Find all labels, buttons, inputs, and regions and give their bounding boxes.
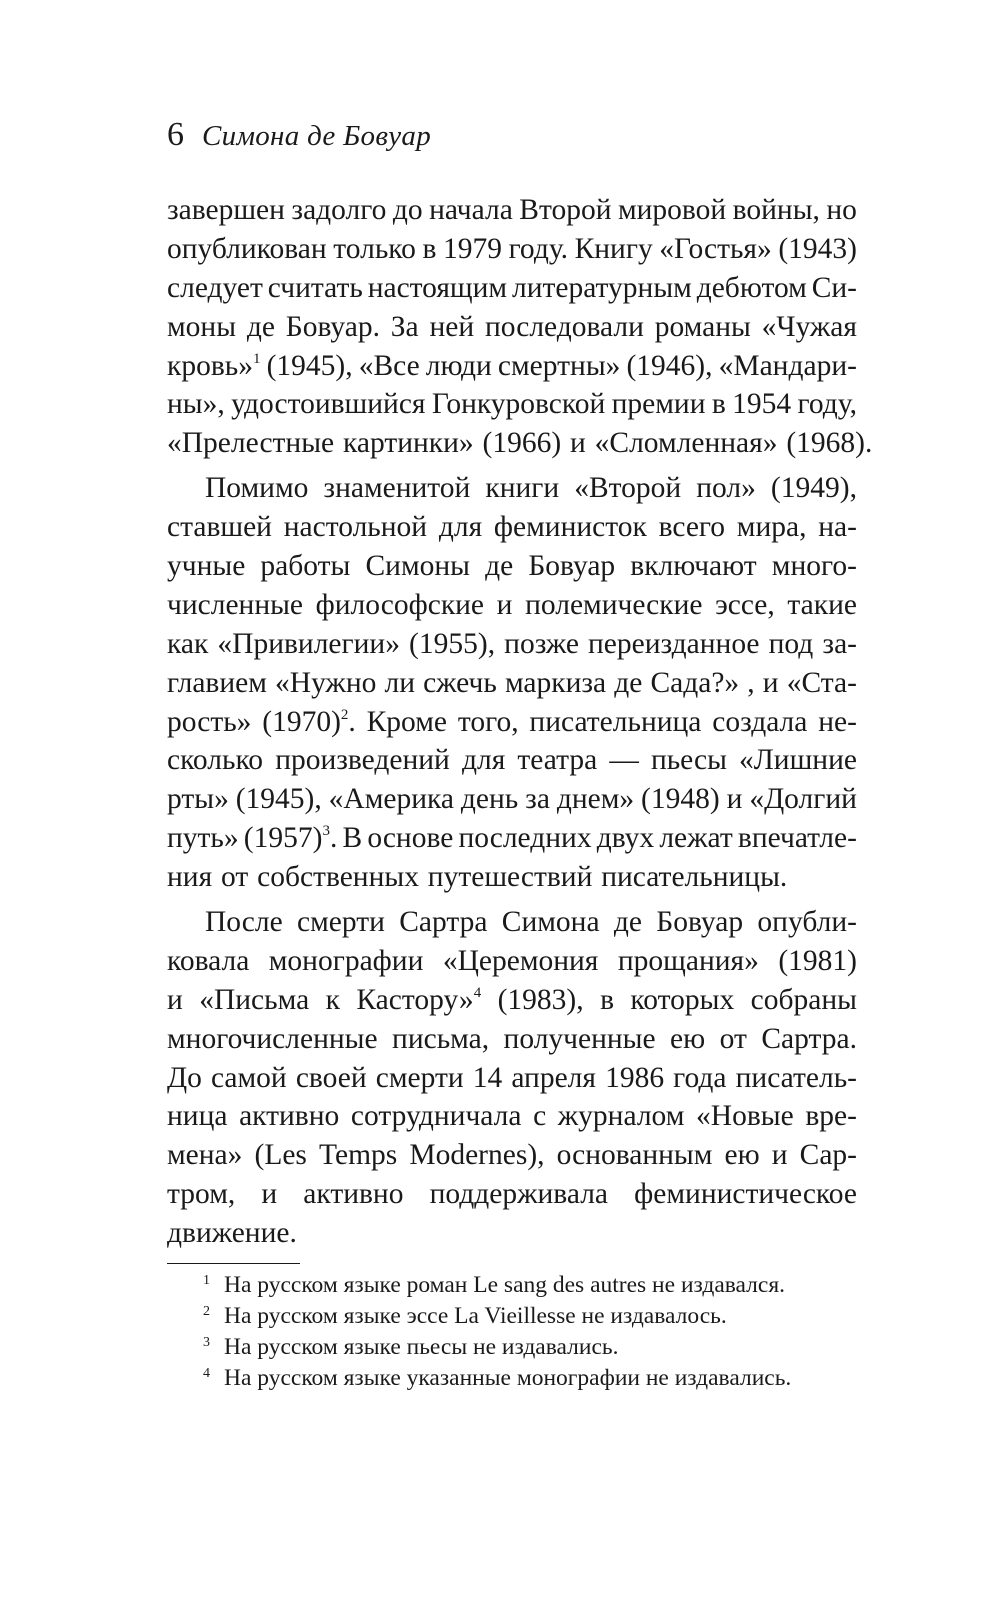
- word: Сар-: [799, 1139, 857, 1172]
- word: письма,: [392, 1022, 490, 1055]
- word: удостоившийся: [231, 388, 426, 421]
- word: ,: [747, 666, 755, 699]
- word: 14: [472, 1061, 503, 1094]
- word: путь»: [167, 822, 239, 855]
- footnote-text: На русском языке роман Le sang des autres не издавался.: [224, 1272, 786, 1298]
- word: опубли-: [757, 906, 857, 939]
- text-line: [167, 903, 857, 942]
- word: задолго: [291, 194, 387, 226]
- word: смерти: [297, 906, 385, 939]
- word: «Лишние: [739, 744, 857, 777]
- footnote-text: На русском языке эссе La Vieillesse не издавалось.: [224, 1303, 727, 1329]
- word: настоящим: [367, 271, 508, 304]
- word: с: [533, 1100, 547, 1133]
- word: самой: [210, 1061, 287, 1094]
- word: Книгу: [574, 232, 653, 265]
- word: романы: [654, 310, 751, 343]
- text-line: [167, 469, 857, 508]
- word: ния: [167, 861, 213, 894]
- word: Си-: [811, 271, 857, 304]
- text-line: [167, 1214, 857, 1253]
- word: премии: [611, 388, 706, 421]
- word: «Сломленная»: [594, 427, 778, 460]
- word: которых: [630, 983, 735, 1016]
- word: Кроме: [366, 705, 448, 738]
- word: и: [496, 588, 513, 621]
- word: как: [167, 627, 209, 660]
- word: включают: [630, 550, 757, 583]
- text-line: [167, 664, 857, 703]
- footnote: [167, 1332, 857, 1363]
- word: и: [261, 1178, 278, 1211]
- word: только: [333, 232, 416, 265]
- footnote: [167, 1270, 857, 1301]
- word: Temps: [319, 1139, 398, 1172]
- word: рость»: [167, 705, 252, 738]
- word: Бовуар: [656, 906, 744, 939]
- word: работы: [260, 550, 351, 583]
- word: ница: [167, 1100, 228, 1133]
- word: Бовуар.: [285, 310, 380, 343]
- word: писательница: [529, 705, 702, 738]
- word: «Новые: [696, 1100, 794, 1133]
- word: «Чужая: [761, 310, 857, 343]
- word: монографии: [268, 944, 424, 977]
- word: ковала: [167, 944, 250, 977]
- word: переизданное: [588, 627, 760, 660]
- word: всего: [658, 511, 726, 544]
- paragraph: [167, 903, 857, 1253]
- running-head: [167, 116, 431, 160]
- word: 1979: [442, 232, 502, 265]
- text-line: [167, 269, 857, 308]
- text-line: [167, 858, 857, 897]
- word: позже: [504, 627, 579, 660]
- word: активно: [303, 1178, 404, 1211]
- word: настольной: [283, 511, 428, 544]
- word: собраны: [750, 983, 857, 1016]
- word: мена»: [167, 1139, 243, 1172]
- word: ею: [670, 1022, 706, 1055]
- text-line: [167, 703, 857, 742]
- word: тром,: [167, 1178, 236, 1211]
- word: года: [673, 1061, 727, 1094]
- text-line: [167, 347, 857, 386]
- word: Симоны: [365, 550, 470, 583]
- word: в: [422, 232, 437, 265]
- word: (1948): [641, 783, 720, 816]
- footnote-marker: 1: [252, 350, 261, 367]
- word: смерти: [375, 1061, 464, 1094]
- word: полученные: [503, 1022, 656, 1055]
- text-line: [167, 385, 857, 424]
- text-line: [167, 308, 857, 347]
- word: «Все: [358, 349, 420, 382]
- word: 1986: [605, 1061, 665, 1094]
- word: ли: [384, 666, 415, 699]
- word: книги: [485, 472, 560, 505]
- word: завершен: [167, 194, 285, 226]
- word: «Второй: [574, 472, 682, 505]
- word: того,: [457, 705, 519, 738]
- word: численные: [167, 588, 304, 621]
- word: вре-: [805, 1100, 857, 1133]
- body-text: [167, 191, 873, 1253]
- word: театра: [517, 744, 598, 777]
- footnotes: [167, 1270, 857, 1394]
- word: (1968).: [786, 427, 873, 460]
- word: дебютом: [696, 271, 807, 304]
- word: под: [768, 627, 814, 660]
- word: главием: [167, 666, 267, 699]
- word: и: [771, 1139, 788, 1172]
- word: путешествий: [427, 861, 593, 894]
- word: движение.: [167, 1217, 297, 1250]
- word: пол»: [696, 472, 756, 505]
- word: (1949),: [770, 472, 857, 505]
- word: маркиза: [504, 666, 607, 699]
- word: «Прелестные: [167, 427, 335, 460]
- text-line: [167, 1136, 857, 1175]
- footnote-number: 3: [203, 1335, 210, 1350]
- word: феминисток: [493, 511, 647, 544]
- word: но: [826, 194, 857, 226]
- word: днем»: [556, 783, 635, 816]
- word: ней: [429, 310, 475, 343]
- footnote-number: 2: [203, 1304, 210, 1319]
- word: моны: [167, 310, 237, 343]
- word: Гонкуровской: [431, 388, 606, 421]
- word: прощания»: [617, 944, 759, 977]
- word: в: [711, 388, 726, 421]
- word: журналом: [557, 1100, 685, 1133]
- footnote-marker: 2: [340, 706, 349, 723]
- word: такие: [787, 588, 857, 621]
- word: рты»: [167, 783, 229, 816]
- word: 1954: [732, 388, 792, 421]
- text-line: [167, 819, 857, 858]
- word: Помимо: [205, 472, 309, 505]
- word: и: [762, 666, 779, 699]
- word: для: [438, 511, 483, 544]
- word: де: [613, 906, 642, 939]
- word: основе: [367, 822, 454, 855]
- text-line: [167, 1097, 857, 1136]
- footnote-marker: 3: [322, 823, 330, 840]
- word: сжечь: [423, 666, 497, 699]
- word: «Гостья»: [659, 232, 772, 265]
- word: на-: [818, 511, 857, 544]
- word: Сада?»: [650, 666, 740, 699]
- word: и: [570, 427, 586, 460]
- text-line: [167, 625, 857, 664]
- word: лежат: [659, 822, 733, 855]
- word: литературным: [511, 271, 692, 304]
- text-line: [167, 547, 857, 586]
- word: феминистическое: [634, 1178, 857, 1211]
- word: сколько: [167, 744, 264, 777]
- word: Бовуар: [528, 550, 616, 583]
- word: знаменитой: [323, 472, 471, 505]
- word: (1981): [778, 944, 857, 977]
- word: (1970)$^2$.: [262, 705, 356, 738]
- word: считать: [267, 271, 363, 304]
- word: поддерживала: [429, 1178, 609, 1211]
- word: Сартра.: [761, 1022, 857, 1055]
- word: Кастору»$^4$: [356, 983, 482, 1016]
- word: от: [719, 1022, 747, 1055]
- word: за: [525, 783, 550, 816]
- text-line: [167, 1059, 857, 1098]
- word: ны»,: [167, 388, 225, 421]
- footnote-text: На русском языке пьесы не издавались.: [224, 1334, 619, 1360]
- word: За: [390, 310, 419, 343]
- word: последовали: [484, 310, 644, 343]
- word: В: [342, 822, 363, 855]
- word: ею: [724, 1139, 760, 1172]
- word: году.: [508, 232, 569, 265]
- footnote: [167, 1301, 857, 1332]
- text-line: [167, 508, 857, 547]
- word: мировой: [617, 194, 727, 226]
- word: полемические: [525, 588, 703, 621]
- footnote-marker: 4: [473, 984, 482, 1001]
- book-page: [167, 0, 873, 1616]
- text-line: [167, 424, 873, 463]
- word: за-: [822, 627, 857, 660]
- word: впечатле-: [737, 822, 857, 855]
- text-line: [167, 942, 857, 981]
- word: до: [392, 194, 423, 226]
- word: создала: [712, 705, 808, 738]
- word: к: [325, 983, 340, 1016]
- word: ставшей: [167, 511, 272, 544]
- word: картинки»: [342, 427, 474, 460]
- word: последних: [458, 822, 592, 855]
- word: «Церемония: [442, 944, 599, 977]
- text-line: [167, 230, 857, 269]
- footnote-number: 4: [203, 1366, 210, 1381]
- word: двух: [596, 822, 655, 855]
- word: день: [460, 783, 519, 816]
- word: философские: [315, 588, 485, 621]
- word: активно: [239, 1100, 340, 1133]
- word: де: [485, 550, 514, 583]
- word: де: [246, 310, 275, 343]
- text-line: [167, 1020, 857, 1059]
- word: (1943): [778, 232, 857, 265]
- word: (1983),: [497, 983, 584, 1016]
- text-line: [167, 780, 857, 819]
- word: (1955),: [409, 627, 496, 660]
- word: войны,: [732, 194, 820, 226]
- word: (1966): [482, 427, 562, 460]
- word: «Нужно: [275, 666, 377, 699]
- word: «Письма: [199, 983, 310, 1016]
- page-number: 6: [167, 116, 184, 153]
- running-title: Симона де Бовуар: [202, 120, 431, 152]
- word: До: [167, 1061, 202, 1094]
- word: от: [221, 861, 249, 894]
- word: писательницы.: [601, 861, 788, 894]
- word: учные: [167, 550, 246, 583]
- word: (1946),: [626, 349, 713, 382]
- word: «Долгий: [749, 783, 857, 816]
- text-line: [167, 981, 857, 1020]
- word: «Америка: [328, 783, 455, 816]
- word: для: [461, 744, 506, 777]
- word: опубликован: [167, 232, 327, 265]
- word: «Привилегии»: [217, 627, 400, 660]
- word: писатель-: [735, 1061, 857, 1094]
- text-line: [167, 191, 857, 230]
- word: (1945),: [235, 783, 322, 816]
- footnote-number: 1: [203, 1273, 210, 1288]
- word: После: [205, 906, 283, 939]
- word: собственных: [257, 861, 419, 894]
- word: сотрудничала: [350, 1100, 522, 1133]
- footnote-text: На русском языке указанные монографии не издавались.: [224, 1365, 792, 1391]
- word: мира,: [736, 511, 807, 544]
- text-line: [167, 1175, 857, 1214]
- word: «Мандари-: [718, 349, 857, 382]
- word: многочисленные: [167, 1022, 378, 1055]
- word: в: [600, 983, 614, 1016]
- word: «Ста-: [786, 666, 857, 699]
- word: Сартра: [399, 906, 488, 939]
- word: и: [167, 983, 183, 1016]
- word: много-: [771, 550, 857, 583]
- word: де: [614, 666, 643, 699]
- word: произведений: [275, 744, 450, 777]
- word: основанным: [556, 1139, 713, 1172]
- word: пьесы: [650, 744, 727, 777]
- footnote: [167, 1363, 857, 1394]
- word: и: [726, 783, 743, 816]
- word: кровь»$^1$: [167, 349, 261, 382]
- text-line: [167, 741, 857, 780]
- word: Симона: [501, 906, 600, 939]
- word: году,: [797, 388, 857, 421]
- word: Modernes),: [409, 1139, 545, 1172]
- paragraph: [167, 469, 857, 897]
- word: —: [609, 744, 639, 777]
- word: не-: [818, 705, 857, 738]
- word: следует: [167, 271, 263, 304]
- word: люди: [425, 349, 492, 382]
- word: эссе,: [715, 588, 775, 621]
- paragraph: [167, 191, 873, 463]
- word: (Les: [254, 1139, 307, 1172]
- word: начала: [429, 194, 513, 226]
- word: апреля: [511, 1061, 596, 1094]
- word: (1945),: [266, 349, 353, 382]
- word: Второй: [519, 194, 612, 226]
- text-line: [167, 586, 857, 625]
- word: своей: [295, 1061, 367, 1094]
- footnote-divider: [167, 1263, 300, 1264]
- word: (1957)$^3$.: [243, 822, 338, 855]
- word: смертны»: [497, 349, 621, 382]
